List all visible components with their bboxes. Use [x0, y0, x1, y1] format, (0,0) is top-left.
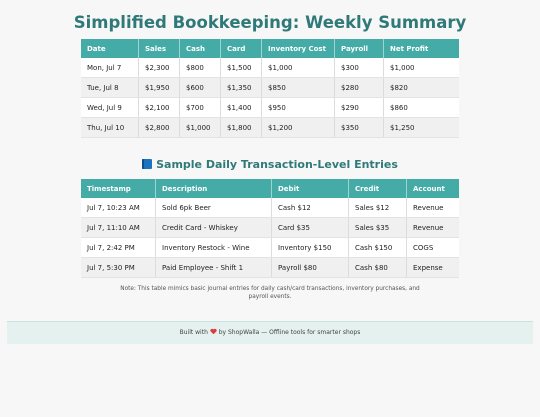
table-row — [81, 258, 459, 278]
cell-account: COGS — [407, 238, 460, 258]
table-note: Note: This table mimics basic journal entries for daily cash/card transactions, inventory purchases, and payroll events. — [120, 286, 420, 300]
cell-cash: $800 — [180, 58, 221, 78]
column-header-timestamp: Timestamp — [81, 179, 156, 198]
cell-description: Sold 6pk Beer — [156, 198, 272, 218]
cell-sales: $2,300 — [139, 58, 180, 78]
cell-timestamp: Jul 7, 2:42 PM — [81, 238, 156, 258]
table-header-row — [81, 179, 459, 198]
table-row — [81, 238, 459, 258]
cell-timestamp: Jul 7, 5:30 PM — [81, 258, 156, 278]
footer — [7, 321, 533, 344]
cell-net-profit: $1,000 — [384, 58, 460, 78]
cell-net-profit: $820 — [384, 78, 460, 98]
cell-inventory-cost: $1,200 — [262, 118, 335, 138]
column-header-inventory-cost: Inventory Cost — [262, 39, 335, 58]
cell-account: Revenue — [407, 218, 460, 238]
table-row — [81, 198, 459, 218]
cell-debit: Card $35 — [272, 218, 349, 238]
cell-sales: $1,950 — [139, 78, 180, 98]
cell-credit: Sales $12 — [349, 198, 407, 218]
cell-date: Wed, Jul 9 — [81, 98, 139, 118]
table-row — [81, 118, 459, 138]
transaction-entries-table — [81, 179, 459, 278]
cell-payroll: $350 — [335, 118, 384, 138]
cell-timestamp: Jul 7, 11:10 AM — [81, 218, 156, 238]
cell-date: Tue, Jul 8 — [81, 78, 139, 98]
table-row — [81, 58, 459, 78]
cell-debit: Inventory $150 — [272, 238, 349, 258]
cell-card: $1,350 — [221, 78, 262, 98]
column-header-sales: Sales — [139, 39, 180, 58]
cell-payroll: $280 — [335, 78, 384, 98]
cell-inventory-cost: $850 — [262, 78, 335, 98]
book-icon — [142, 159, 152, 169]
page-title: Simplified Bookkeeping: Weekly Summary — [73, 13, 467, 32]
cell-account: Expense — [407, 258, 460, 278]
cell-inventory-cost: $950 — [262, 98, 335, 118]
cell-description: Credit Card - Whiskey — [156, 218, 272, 238]
heart-icon — [210, 328, 217, 335]
cell-description: Inventory Restock - Wine — [156, 238, 272, 258]
cell-card: $1,400 — [221, 98, 262, 118]
cell-account: Revenue — [407, 198, 460, 218]
column-header-account: Account — [407, 179, 460, 198]
cell-credit: Cash $80 — [349, 258, 407, 278]
table-row — [81, 78, 459, 98]
cell-debit: Payroll $80 — [272, 258, 349, 278]
cell-timestamp: Jul 7, 10:23 AM — [81, 198, 156, 218]
cell-card: $1,800 — [221, 118, 262, 138]
column-header-description: Description — [156, 179, 272, 198]
cell-credit: Cash $150 — [349, 238, 407, 258]
table-row — [81, 98, 459, 118]
cell-debit: Cash $12 — [272, 198, 349, 218]
footer-suffix: by ShopWalla — Offline tools for smarter shops — [218, 329, 361, 336]
section-title-text: Sample Daily Transaction-Level Entries — [156, 158, 398, 171]
column-header-debit: Debit — [272, 179, 349, 198]
cell-credit: Sales $35 — [349, 218, 407, 238]
column-header-cash: Cash — [180, 39, 221, 58]
cell-cash: $1,000 — [180, 118, 221, 138]
section-title — [0, 158, 540, 171]
cell-payroll: $290 — [335, 98, 384, 118]
cell-sales: $2,100 — [139, 98, 180, 118]
weekly-summary-table — [81, 39, 459, 138]
column-header-credit: Credit — [349, 179, 407, 198]
cell-inventory-cost: $1,000 — [262, 58, 335, 78]
column-header-payroll: Payroll — [335, 39, 384, 58]
table-row — [81, 218, 459, 238]
column-header-date: Date — [81, 39, 139, 58]
cell-cash: $600 — [180, 78, 221, 98]
cell-card: $1,500 — [221, 58, 262, 78]
cell-sales: $2,800 — [139, 118, 180, 138]
cell-net-profit: $1,250 — [384, 118, 460, 138]
cell-date: Thu, Jul 10 — [81, 118, 139, 138]
footer-prefix: Built with — [179, 329, 208, 336]
cell-description: Paid Employee - Shift 1 — [156, 258, 272, 278]
column-header-net-profit: Net Profit — [384, 39, 460, 58]
cell-payroll: $300 — [335, 58, 384, 78]
cell-date: Mon, Jul 7 — [81, 58, 139, 78]
cell-net-profit: $860 — [384, 98, 460, 118]
table-header-row — [81, 39, 459, 58]
cell-cash: $700 — [180, 98, 221, 118]
column-header-card: Card — [221, 39, 262, 58]
